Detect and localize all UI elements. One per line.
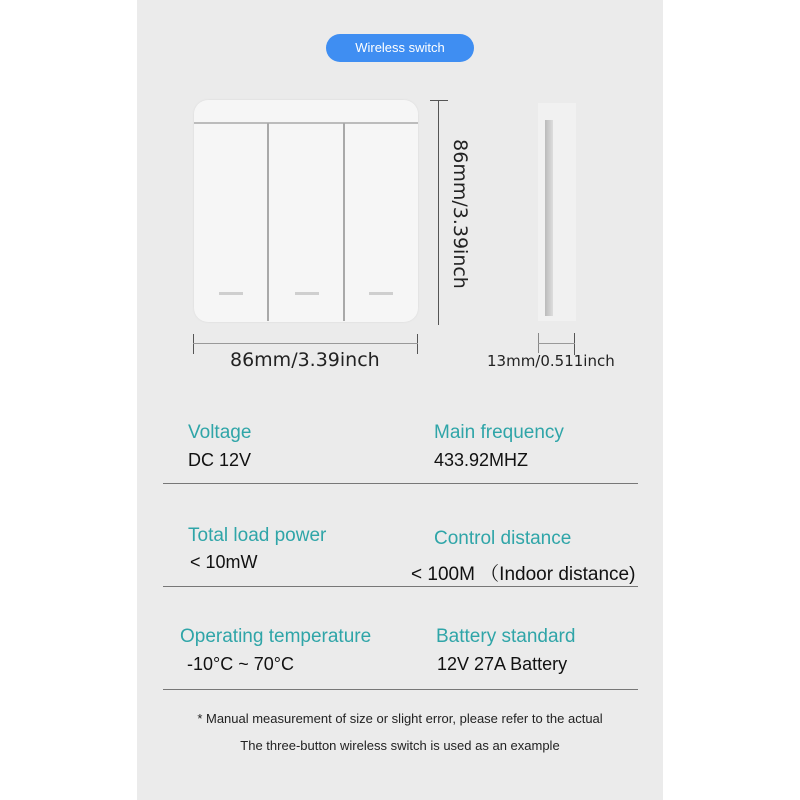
spec-label-temperature: Operating temperature: [180, 626, 372, 647]
spec-label-battery: Battery standard: [436, 626, 576, 647]
divider: [163, 689, 638, 690]
spec-label-load-power: Total load power: [188, 525, 327, 546]
spec-label-voltage: Voltage: [188, 422, 252, 443]
dim-tick: [417, 334, 418, 354]
spec-value-load-power: < 10mW: [190, 552, 258, 572]
led-indicator: [369, 292, 393, 295]
dim-tick: [430, 100, 448, 101]
spec-value-frequency: 433.92MHZ: [434, 450, 529, 470]
switch-front-image: [194, 100, 418, 322]
height-label: 86mm/3.39inch: [449, 139, 471, 289]
divider: [163, 586, 638, 587]
measurement-note: * Manual measurement of size or slight error, please refer to the actual: [197, 711, 603, 726]
switch-side-image: [538, 103, 576, 321]
spec-value-battery: 12V 27A Battery: [437, 654, 568, 674]
width-dimension-line: [193, 343, 418, 344]
title-badge: Wireless switch: [326, 34, 474, 62]
switch-side-groove: [545, 120, 553, 316]
spec-value-voltage: DC 12V: [188, 450, 252, 470]
divider: [163, 483, 638, 484]
example-note: The three-button wireless switch is used as an example: [240, 738, 560, 753]
width-label: 86mm/3.39inch: [230, 349, 380, 371]
depth-label: 13mm/0.511inch: [487, 352, 615, 370]
depth-dimension-line: [538, 343, 575, 344]
spec-value-control-distance: < 100M （Indoor distance): [411, 564, 636, 585]
led-indicator: [295, 292, 319, 295]
spec-label-control-distance: Control distance: [434, 528, 572, 549]
spec-label-frequency: Main frequency: [434, 422, 564, 443]
height-dimension-line: [438, 100, 439, 325]
spec-value-temperature: -10°C ~ 70°C: [187, 654, 294, 674]
switch-top-edge: [194, 122, 418, 124]
button-divider: [267, 123, 269, 321]
led-indicator: [219, 292, 243, 295]
button-divider: [343, 123, 345, 321]
dim-tick: [193, 334, 194, 354]
